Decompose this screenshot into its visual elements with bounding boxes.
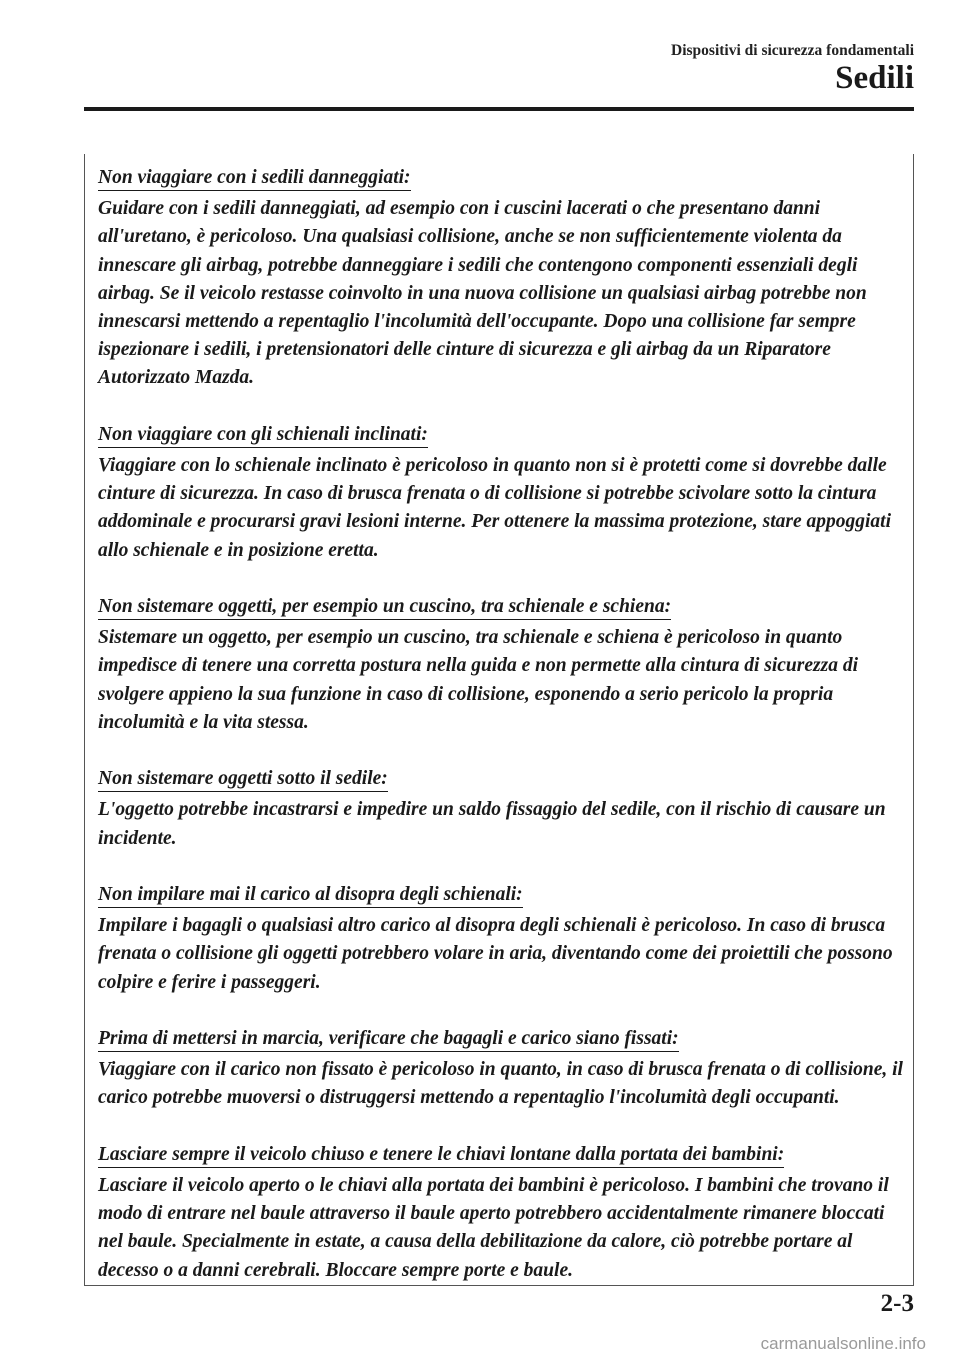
header-rule (84, 107, 914, 111)
warning-heading: Prima di mettersi in marcia, verificare che bagagli e carico siano fissati: (98, 1027, 679, 1052)
warning-content (98, 164, 906, 1313)
warning-item (98, 765, 906, 853)
warning-body: Sistemare un oggetto, per esempio un cuscino, tra schienale e schiena è pericoloso in quanto impedisce di tenere una corretta postura nella guida e non permette alla cintura di sicurezza di svolgere appieno la sua funzione in caso di collisione, esponendo a serio pericolo la propria incolumità e la vita stessa. (98, 627, 858, 733)
warning-heading: Non impilare mai il carico al disopra degli schienali: (98, 883, 523, 908)
warning-heading: Non sistemare oggetti, per esempio un cuscino, tra schienale e schiena: (98, 595, 671, 620)
warning-body: Viaggiare con il carico non fissato è pericoloso in quanto, in caso di brusca frenata o di collisione, il carico potrebbe muoversi o distruggersi mettendo a repentaglio l'incolumità degli occupanti. (98, 1059, 903, 1109)
warning-item (98, 164, 906, 393)
warning-heading: Non viaggiare con i sedili danneggiati: (98, 166, 411, 191)
watermark: carmanualsonline.info (760, 1334, 926, 1353)
warning-body: Guidare con i sedili danneggiati, ad esempio con i cuscini lacerati o che presentano danni all'uretano, è pericoloso. Una qualsiasi collisione, anche se non sufficientemente violenta da innescare gli airbag, potrebbe danneggiare i sedili che contengono componenti essenziali degli airbag. Se il veicolo restasse coinvolto in una nuova collisione un qualsiasi airbag potrebbe non innescarsi mettendo a repentaglio l'incolumità dell'occupante. Dopo una collisione far sempre ispezionare i sedili, i pretensionatori delle cinture di sicurezza e gli airbag da un Riparatore Autorizzato Mazda. (98, 198, 867, 389)
warning-body: Impilare i bagagli o qualsiasi altro carico al disopra degli schienali è pericoloso. In caso di brusca frenata o collisione gli oggetti potrebbero volare in aria, diventando come dei proiettili che possono colpire e ferire i passeggeri. (98, 915, 893, 993)
warning-item (98, 593, 906, 737)
section-title: Sedili (835, 60, 914, 96)
warning-item (98, 1025, 906, 1113)
page-number: 2-3 (880, 1290, 914, 1317)
warning-item (98, 421, 906, 565)
chapter-title: Dispositivi di sicurezza fondamentali (671, 42, 914, 59)
warning-item (98, 881, 906, 997)
warning-heading: Non viaggiare con gli schienali inclinati: (98, 423, 428, 448)
warning-heading: Non sistemare oggetti sotto il sedile: (98, 767, 388, 792)
warning-body: Lasciare il veicolo aperto o le chiavi alla portata dei bambini è pericoloso. I bambini che trovano il modo di entrare nel baule attraverso il baule aperto potrebbero accidentalmente rimanere bloccati nel baule. Specialmente in estate, a causa della debilitazione da calore, ciò potrebbe portare al decesso o a danni cerebrali. Bloccare sempre porte e baule. (98, 1174, 889, 1281)
warning-body: Viaggiare con lo schienale inclinato è pericoloso in quanto non si è protetti come si dovrebbe dalle cinture di sicurezza. In caso di brusca frenata o di collisione si potrebbe scivolare sotto la cintura addominale e procurarsi gravi lesioni interne. Per ottenere la massima protezione, stare appoggiati allo schienale e in posizione eretta. (98, 454, 892, 561)
warning-item (98, 1141, 906, 1285)
warning-body: L'oggetto potrebbe incastrarsi e impedire un saldo fissaggio del sedile, con il rischio di causare un incidente. (98, 799, 886, 849)
warning-heading: Lasciare sempre il veicolo chiuso e tenere le chiavi lontane dalla portata dei bambini: (98, 1143, 784, 1168)
